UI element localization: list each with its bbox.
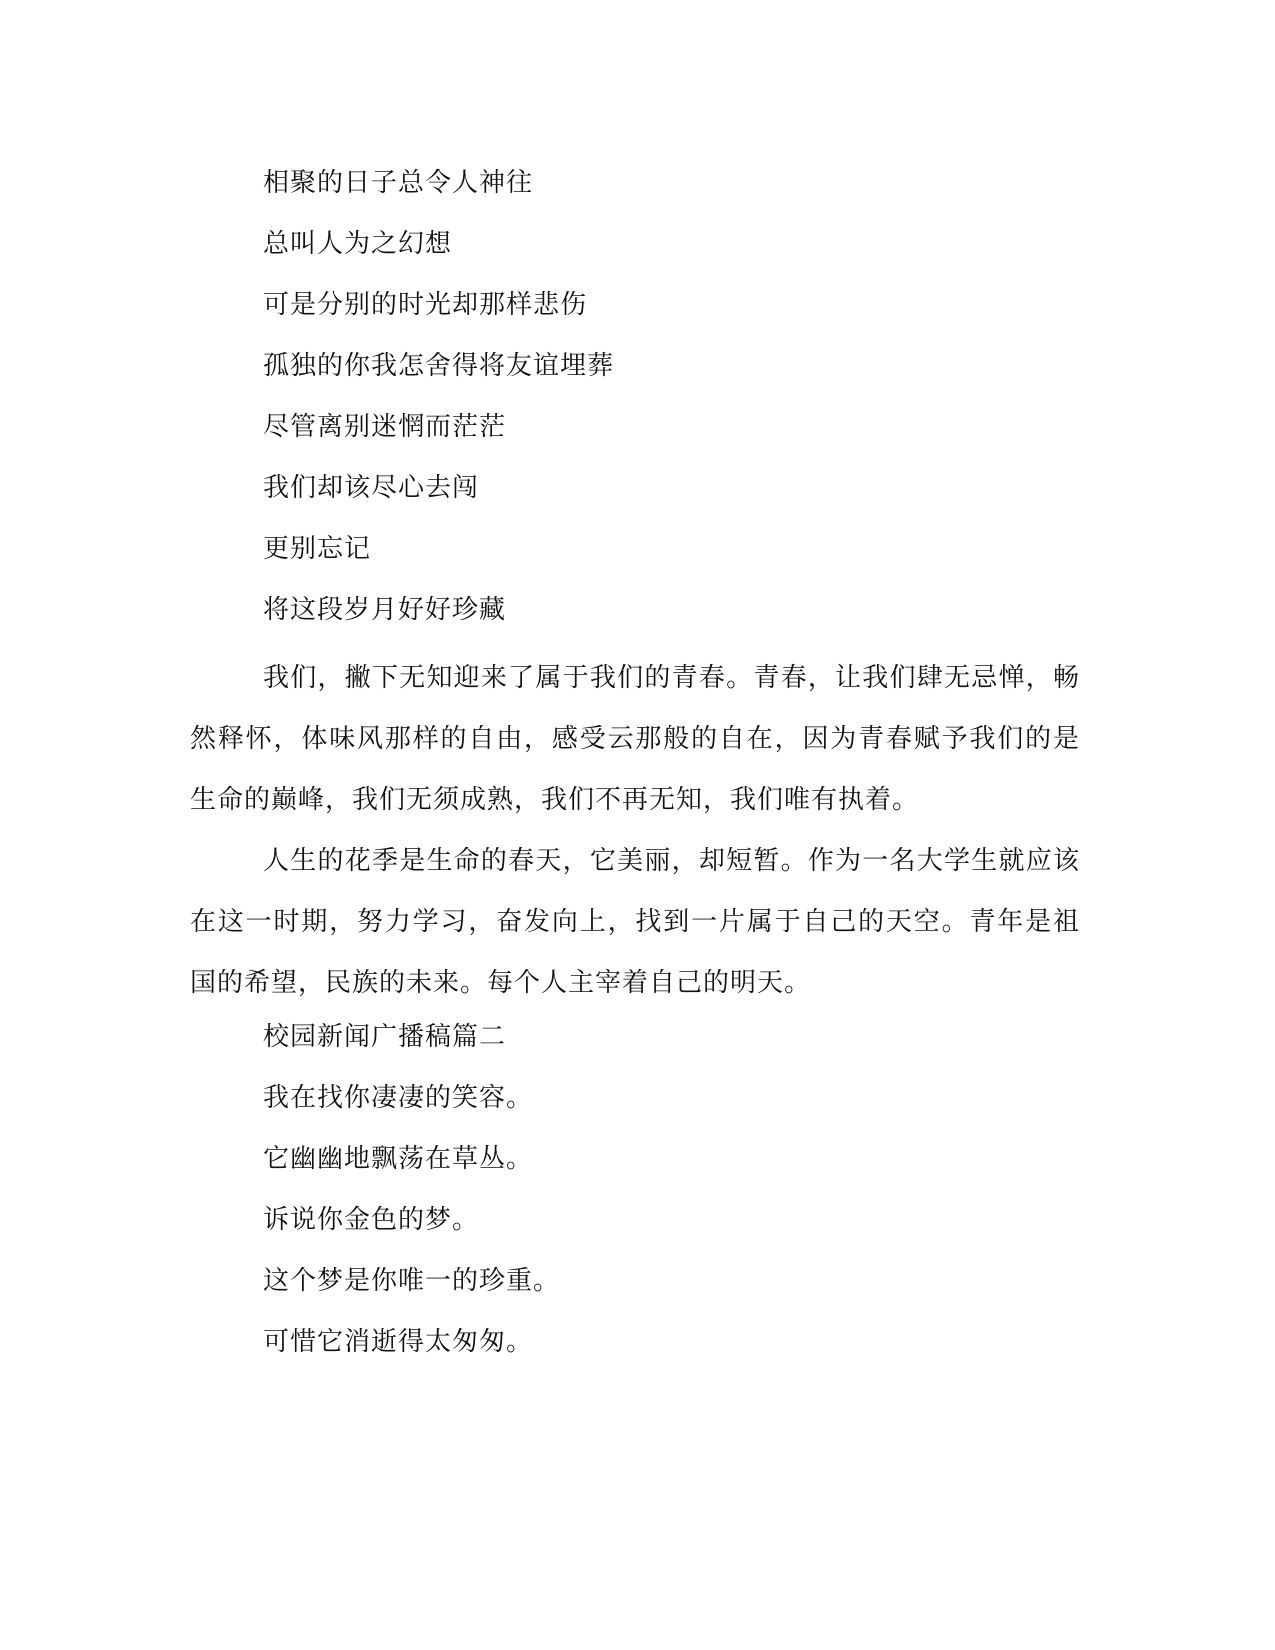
poem-line: 我在找你凄凄的笑容。 xyxy=(263,1083,534,1113)
poem-line: 这个梦是你唯一的珍重。 xyxy=(263,1266,561,1296)
paragraph-youth: 我们，撇下无知迎来了属于我们的青春。青春，让我们肆无忌惮，畅然释怀，体味风那样的自由，感受云那般的自在，因为青春赋予我们的是生命的巅峰，我们无须成熟，我们不再无知，我们唯有执着。 xyxy=(190,663,1080,815)
poem-line: 诉说你金色的梦。 xyxy=(263,1205,480,1235)
poem-line: 它幽幽地飘荡在草丛。 xyxy=(263,1144,534,1174)
poem-line: 更别忘记 xyxy=(263,534,372,564)
poem-line: 总叫人为之幻想 xyxy=(263,229,453,259)
poem-line: 将这段岁月好好珍藏 xyxy=(263,595,507,625)
document-body xyxy=(190,160,1080,1380)
paragraph-flower-season: 人生的花季是生命的春天，它美丽，却短暂。作为一名大学生就应该在这一时期，努力学习，奋发向上，找到一片属于自己的天空。青年是祖国的希望，民族的未来。每个人主宰着自己的明天。 xyxy=(190,846,1080,998)
poem-line: 相聚的日子总令人神往 xyxy=(263,168,534,198)
poem-line: 孤独的你我怎舍得将友谊埋葬 xyxy=(263,351,615,381)
poem-line: 我们却该尽心去闯 xyxy=(263,473,480,503)
poem-line: 可是分别的时光却那样悲伤 xyxy=(263,290,588,320)
poem-line: 尽管离别迷惘而茫茫 xyxy=(263,412,507,442)
section-heading: 校园新闻广播稿篇二 xyxy=(263,1022,507,1052)
poem-line: 可惜它消逝得太匆匆。 xyxy=(263,1327,534,1357)
